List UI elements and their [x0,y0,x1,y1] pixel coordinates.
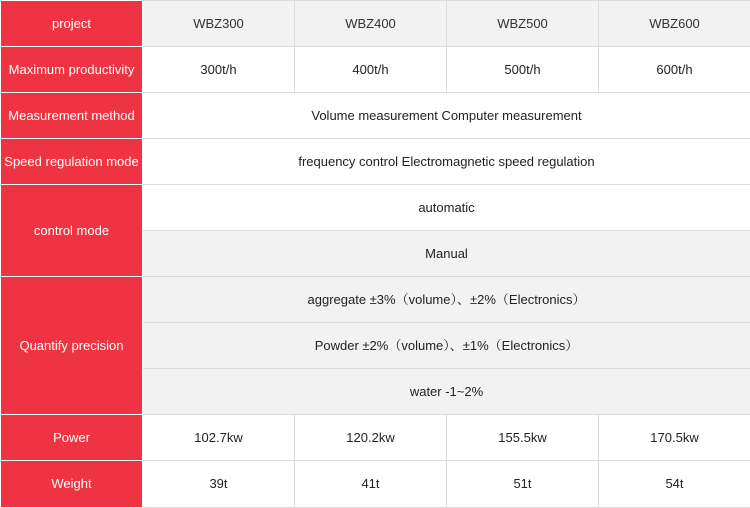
cell-productivity-wbz500: 500t/h [447,47,599,93]
cell-power-wbz300: 102.7kw [143,415,295,461]
row-control-mode-automatic [1,185,750,231]
cell-productivity-wbz300: 300t/h [143,47,295,93]
cell-productivity-wbz600: 600t/h [599,47,750,93]
row-measurement-method [1,93,750,139]
label-measurement-method: Measurement method [1,93,143,139]
cell-power-wbz600: 170.5kw [599,415,750,461]
cell-speed-regulation: frequency control Electromagnetic speed regulation [143,139,750,185]
cell-power-wbz500: 155.5kw [447,415,599,461]
label-max-productivity: Maximum productivity [1,47,143,93]
header-project: project [1,1,143,47]
cell-control-automatic: automatic [143,185,750,231]
label-control-mode: control mode [1,185,143,277]
label-weight: Weight [1,461,143,508]
cell-weight-wbz300: 39t [143,461,295,508]
row-precision-aggregate [1,277,750,323]
label-speed-regulation: Speed regulation mode [1,139,143,185]
cell-measurement-method: Volume measurement Computer measurement [143,93,750,139]
row-power [1,415,750,461]
label-power: Power [1,415,143,461]
cell-precision-powder: Powder ±2%（volume）、±1%（Electronics） [143,323,750,369]
header-model-wbz300: WBZ300 [143,1,295,47]
cell-precision-water: water -1~2% [143,369,750,415]
row-weight [1,461,750,508]
cell-weight-wbz600: 54t [599,461,750,508]
header-model-wbz500: WBZ500 [447,1,599,47]
cell-productivity-wbz400: 400t/h [295,47,447,93]
header-row [1,1,750,47]
row-speed-regulation [1,139,750,185]
cell-weight-wbz500: 51t [447,461,599,508]
header-model-wbz600: WBZ600 [599,1,750,47]
label-quantify-precision: Quantify precision [1,277,143,415]
row-max-productivity [1,47,750,93]
cell-precision-aggregate: aggregate ±3%（volume）、±2%（Electronics） [143,277,750,323]
header-model-wbz400: WBZ400 [295,1,447,47]
cell-power-wbz400: 120.2kw [295,415,447,461]
cell-weight-wbz400: 41t [295,461,447,508]
cell-control-manual: Manual [143,231,750,277]
